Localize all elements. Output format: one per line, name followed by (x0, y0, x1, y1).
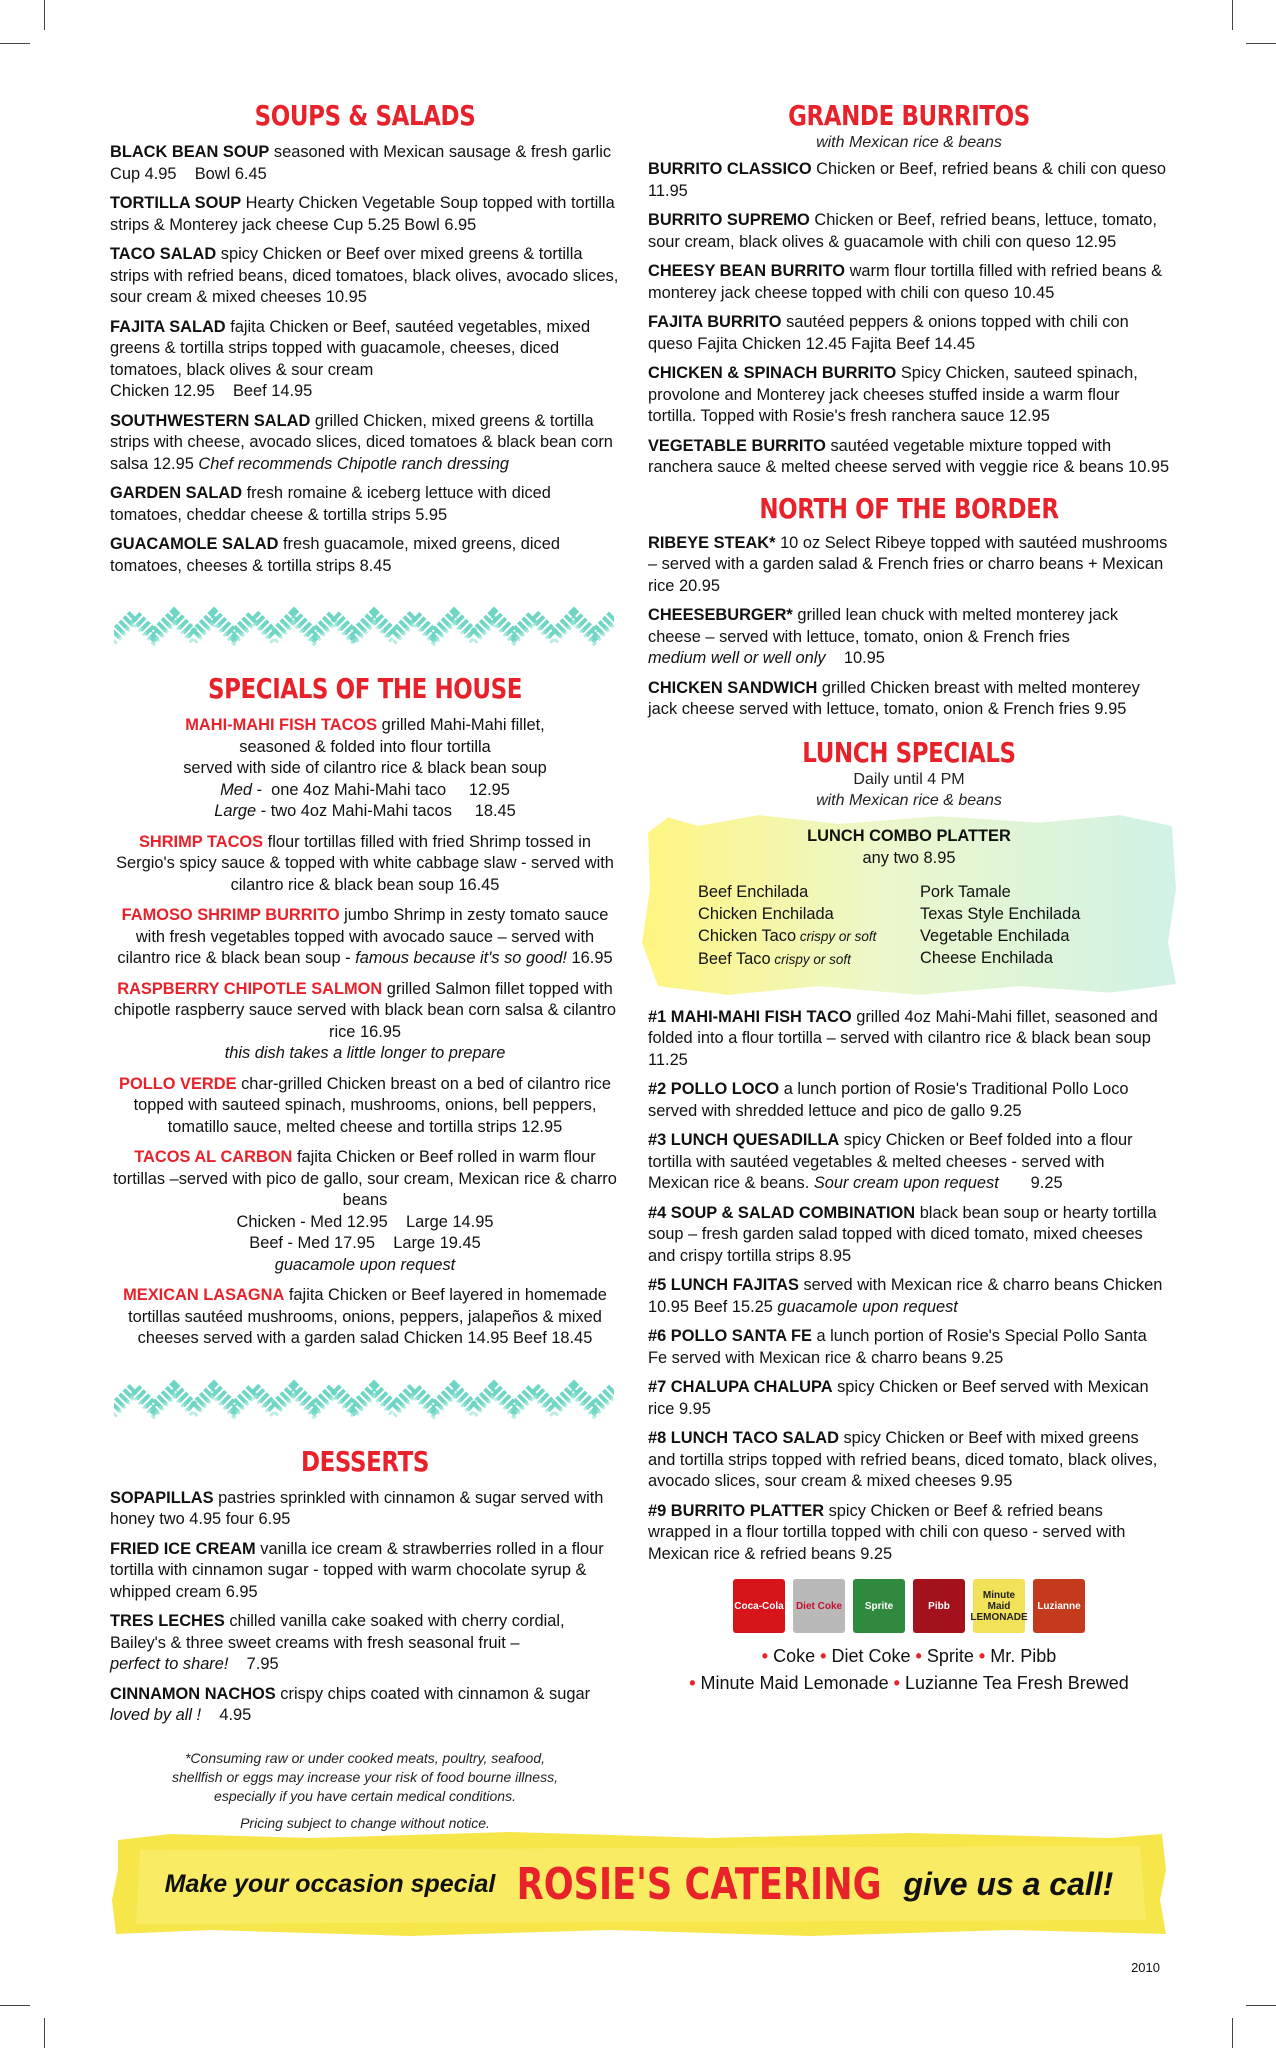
banner-tagline: Make your occasion special (164, 1869, 496, 1898)
drinks-line-2: • Minute Maid Lemonade • Luzianne Tea Fresh Brewed (689, 1673, 1129, 1693)
menu-item: GUACAMOLE SALAD fresh guacamole, mixed greens, diced tomatoes, cheeses & tortilla strips 8.45 (110, 535, 560, 575)
menu-item: CHEESY BEAN BURRITO warm flour tortilla filled with refried beans & monterey jack cheese topped with chili con queso 10.45 (648, 262, 1163, 302)
menu-item: TORTILLA SOUP Hearty Chicken Vegetable Soup topped with tortilla strips & Monterey jack cheese Cup 5.25 Bowl 6.95 (110, 194, 615, 234)
special-pollo-verde: POLLO VERDE char-grilled Chicken breast on a bed of cilantro rice topped with sauteed spinach, mushrooms, onions, bell peppers, tomatillo sauce, melted cheese and tortilla strips 12.95 (119, 1074, 611, 1136)
minute-maid-logo: Minute Maid LEMONADE (973, 1579, 1025, 1633)
lunch-subtitle: with Mexican rice & beans (816, 791, 1002, 809)
banner-catering: ROSIE'S CATERING (516, 1858, 882, 1910)
combo-option: Chicken Taco crispy or soft (698, 926, 877, 945)
catering-banner (110, 1830, 1168, 1938)
combo-any: any two 8.95 (862, 848, 956, 867)
grande-burritos-title: GRANDE BURRITOS (788, 99, 1030, 132)
combo-option: Cheese Enchilada (920, 948, 1054, 967)
banner-call: give us a call! (903, 1865, 1114, 1902)
specials-title: SPECIALS OF THE HOUSE (207, 672, 523, 705)
combo-option: Texas Style Enchilada (920, 904, 1081, 923)
crop-mark (44, 0, 45, 30)
menu-item: #3 LUNCH QUESADILLA spicy Chicken or Beef folded into a flour tortilla with sautéed vegetables & melted cheeses - served with Mexican rice & beans. Sour cream upon request 9.25 (648, 1131, 1133, 1192)
menu-item: #4 SOUP & SALAD COMBINATION black bean soup or hearty tortilla soup – fresh garden salad topped with diced tomato, mixed cheeses and crispy tortilla strips 8.95 (648, 1203, 1157, 1265)
special-salmon: RASPBERRY CHIPOTLE SALMON grilled Salmon fillet topped with chipotle raspberry sauce served with black bean corn salsa & cilantro rice 16.95 this dish takes a little longer to prepare (114, 979, 616, 1062)
menu-item: GARDEN SALAD fresh romaine & iceberg lettuce with diced tomatoes, cheddar cheese & tortilla strips 5.95 (110, 484, 551, 524)
soups-salads-title: SOUPS & SALADS (254, 99, 476, 132)
crop-mark (1246, 2005, 1276, 2006)
menu-item: BURRITO CLASSICO Chicken or Beef, refried beans & chili con queso 11.95 (648, 160, 1167, 200)
combo-option: Chicken Enchilada (698, 904, 834, 923)
combo-title: LUNCH COMBO PLATTER (807, 826, 1011, 845)
combo-column-right (920, 881, 1120, 971)
menu-item: SOPAPILLAS pastries sprinkled with cinnamon & sugar served with honey two 4.95 four 6.95 (110, 1488, 604, 1528)
health-notice: *Consuming raw or under cooked meats, poultry, seafood, shellfish or eggs may increase your risk of food bourne illness, especially if you have certain medical conditions. (172, 1749, 558, 1804)
special-mahi-mahi: MAHI-MAHI FISH TACOS grilled Mahi-Mahi fillet, seasoned & folded into flour tortilla served with side of cilantro rice & black bean soup Med - one 4oz Mahi-Mahi taco 12.95 Large - two 4oz Mahi-Mahi tacos 18.45 (183, 716, 547, 820)
combo-column-left (698, 881, 898, 971)
diet-coke-logo: Diet Coke (793, 1579, 845, 1633)
menu-item: VEGETABLE BURRITO sautéed vegetable mixture topped with ranchera sauce & melted cheese served with veggie rice & beans 10.95 (648, 436, 1170, 476)
lunch-daily: Daily until 4 PM (853, 770, 965, 788)
grande-burritos-subtitle: with Mexican rice & beans (816, 134, 1002, 151)
crop-mark (1232, 0, 1233, 30)
menu-item: CHICKEN SANDWICH grilled Chicken breast with melted monterey jack cheese served with lettuce, tomato, onion & French fries 9.95 (648, 678, 1140, 718)
left-column (110, 100, 620, 1833)
menu-item: FAJITA BURRITO sautéed peppers & onions topped with chili con queso Fajita Chicken 12.45 Fajita Beef 14.45 (648, 313, 1129, 353)
crop-mark (44, 2018, 45, 2048)
lunch-list (648, 1007, 1170, 1566)
menu-item: CINNAMON NACHOS crispy chips coated with cinnamon & sugar loved by all ! 4.95 (110, 1684, 591, 1724)
border-list (648, 533, 1170, 721)
menu-item: FRIED ICE CREAM vanilla ice cream & strawberries rolled in a flour tortilla with cinnamon sugar - topped with warm chocolate syrup & whipped cream 6.95 (110, 1539, 604, 1601)
special-tacos-al-carbon: TACOS AL CARBON fajita Chicken or Beef rolled in warm flour tortillas –served with pico de gallo, sour cream, Mexican rice & charro beans Chicken - Med 12.95 Large 14.95 Beef - Med 17.95 Large 19.45 guacamole upon request (113, 1148, 617, 1274)
zigzag-divider (114, 601, 614, 647)
menu-item: #1 MAHI-MAHI FISH TACO grilled 4oz Mahi-Mahi fillet, seasoned and folded into a flour tortilla – served with cilantro rice & black bean soup 11.25 (648, 1007, 1158, 1069)
menu-item: #6 POLLO SANTA FE a lunch portion of Rosie's Special Pollo Santa Fe served with Mexican rice & charro beans 9.25 (648, 1327, 1147, 1367)
combo-options (648, 881, 1170, 971)
special-shrimp-tacos: SHRIMP TACOS flour tortillas filled with fried Shrimp tossed in Sergio's spicy sauce & topped with white cabbage slaw - served with cilantro rice & black bean soup 16.45 (116, 832, 614, 894)
pibb-logo: Pibb (913, 1579, 965, 1633)
lunch-specials-title: LUNCH SPECIALS (802, 735, 1016, 769)
combo-option: Beef Taco crispy or soft (698, 949, 851, 968)
combo-option: Vegetable Enchilada (920, 926, 1070, 945)
menu-item: #5 LUNCH FAJITAS served with Mexican rice & charro beans Chicken 10.95 Beef 15.25 guacamole upon request (648, 1276, 1163, 1316)
menu-item: #2 POLLO LOCO a lunch portion of Rosie's Traditional Pollo Loco served with shredded lettuce and pico de gallo 9.25 (648, 1080, 1129, 1120)
special-shrimp-burrito: FAMOSO SHRIMP BURRITO jumbo Shrimp in zesty tomato sauce with fresh vegetables topped with avocado sauce – served with cilantro rice & black bean soup - famous because it's so good! 16.95 (117, 906, 613, 967)
menu-item: CHEESEBURGER* grilled lean chuck with melted monterey jack cheese – served with lettuce, tomato, onion & French fries medium well or well only 10.95 (648, 606, 1119, 667)
menu-item: CHICKEN & SPINACH BURRITO Spicy Chicken, sauteed spinach, provolone and Monterey jack cheeses stuffed inside a warm flour tortilla. Topped with Rosie's fresh ranchera sauce 12.95 (648, 364, 1138, 425)
drink-logos (648, 1579, 1170, 1633)
pricing-notice: Pricing subject to change without notice. (240, 1814, 490, 1831)
menu-item: #8 LUNCH TACO SALAD spicy Chicken or Beef with mixed greens and tortilla strips topped with refried beans, diced tomato, black olives, avocado slices, sour cream & mixed cheeses 9.95 (648, 1429, 1158, 1490)
luzianne-logo: Luzianne (1033, 1579, 1085, 1633)
menu-item: TRES LECHES chilled vanilla cake soaked with cherry cordial, Bailey's & three sweet creams with fresh seasonal fruit – perfect to share! 7.95 (110, 1612, 565, 1673)
menu-item: TACO SALAD spicy Chicken or Beef over mixed greens & tortilla strips with refried beans, diced tomatoes, black olives, avocado slices, sour cream & mixed cheeses 10.95 (110, 245, 619, 306)
north-of-border-title: NORTH OF THE BORDER (759, 491, 1059, 525)
burritos-list (648, 159, 1170, 479)
special-mexican-lasagna: MEXICAN LASAGNA fajita Chicken or Beef layered in homemade tortillas sautéed mushrooms, onions, peppers, jalapeños & mixed cheeses served with a garden salad Chicken 14.95 Beef 18.45 (123, 1286, 607, 1347)
crop-mark (1246, 43, 1276, 44)
combo-option: Pork Tamale (920, 882, 1011, 901)
desserts-list (110, 1488, 620, 1727)
menu-item: SOUTHWESTERN SALAD grilled Chicken, mixed greens & tortilla strips with cheese, avocado slices, diced tomatoes & black bean corn salsa 12.95 Chef recommends Chipotle ranch dressing (110, 411, 613, 473)
menu-item: #7 CHALUPA CHALUPA spicy Chicken or Beef served with Mexican rice 9.95 (648, 1378, 1149, 1418)
crop-mark (0, 43, 30, 44)
menu-item: #9 BURRITO PLATTER spicy Chicken or Beef & refried beans wrapped in a flour tortilla topped with chili con queso - served with Mexican rice & refried beans 9.25 (648, 1501, 1126, 1563)
crop-mark (0, 2005, 30, 2006)
combo-option: Beef Enchilada (698, 882, 809, 901)
menu-item: FAJITA SALAD fajita Chicken or Beef, sautéed vegetables, mixed greens & tortilla strips topped with guacamole, cheeses, diced tomatoes, black olives & sour cream Chicken 12.95 Beef 14.95 (110, 317, 591, 400)
right-column (648, 100, 1170, 1697)
lunch-combo-box (638, 813, 1180, 997)
crop-mark (1232, 2018, 1233, 2048)
coca-cola-logo: Coca-Cola (733, 1579, 785, 1633)
menu-item: BURRITO SUPREMO Chicken or Beef, refried beans, lettuce, tomato, sour cream, black olives & guacamole with chili con queso 12.95 (648, 211, 1157, 251)
menu-item: BLACK BEAN SOUP seasoned with Mexican sausage & fresh garlic Cup 4.95 Bowl 6.45 (110, 143, 612, 183)
desserts-title: DESSERTS (300, 1444, 430, 1478)
sprite-logo: Sprite (853, 1579, 905, 1633)
zigzag-divider (114, 1374, 614, 1420)
soups-salads-list (110, 142, 620, 577)
menu-item: RIBEYE STEAK* 10 oz Select Ribeye topped with sautéed mushrooms – served with a garden salad & French fries or charro beans + Mexican rice 20.95 (648, 533, 1168, 595)
drinks-line-1: • Coke • Diet Coke • Sprite • Mr. Pibb (761, 1646, 1057, 1666)
year-label: 2010 (1131, 1960, 1160, 1975)
